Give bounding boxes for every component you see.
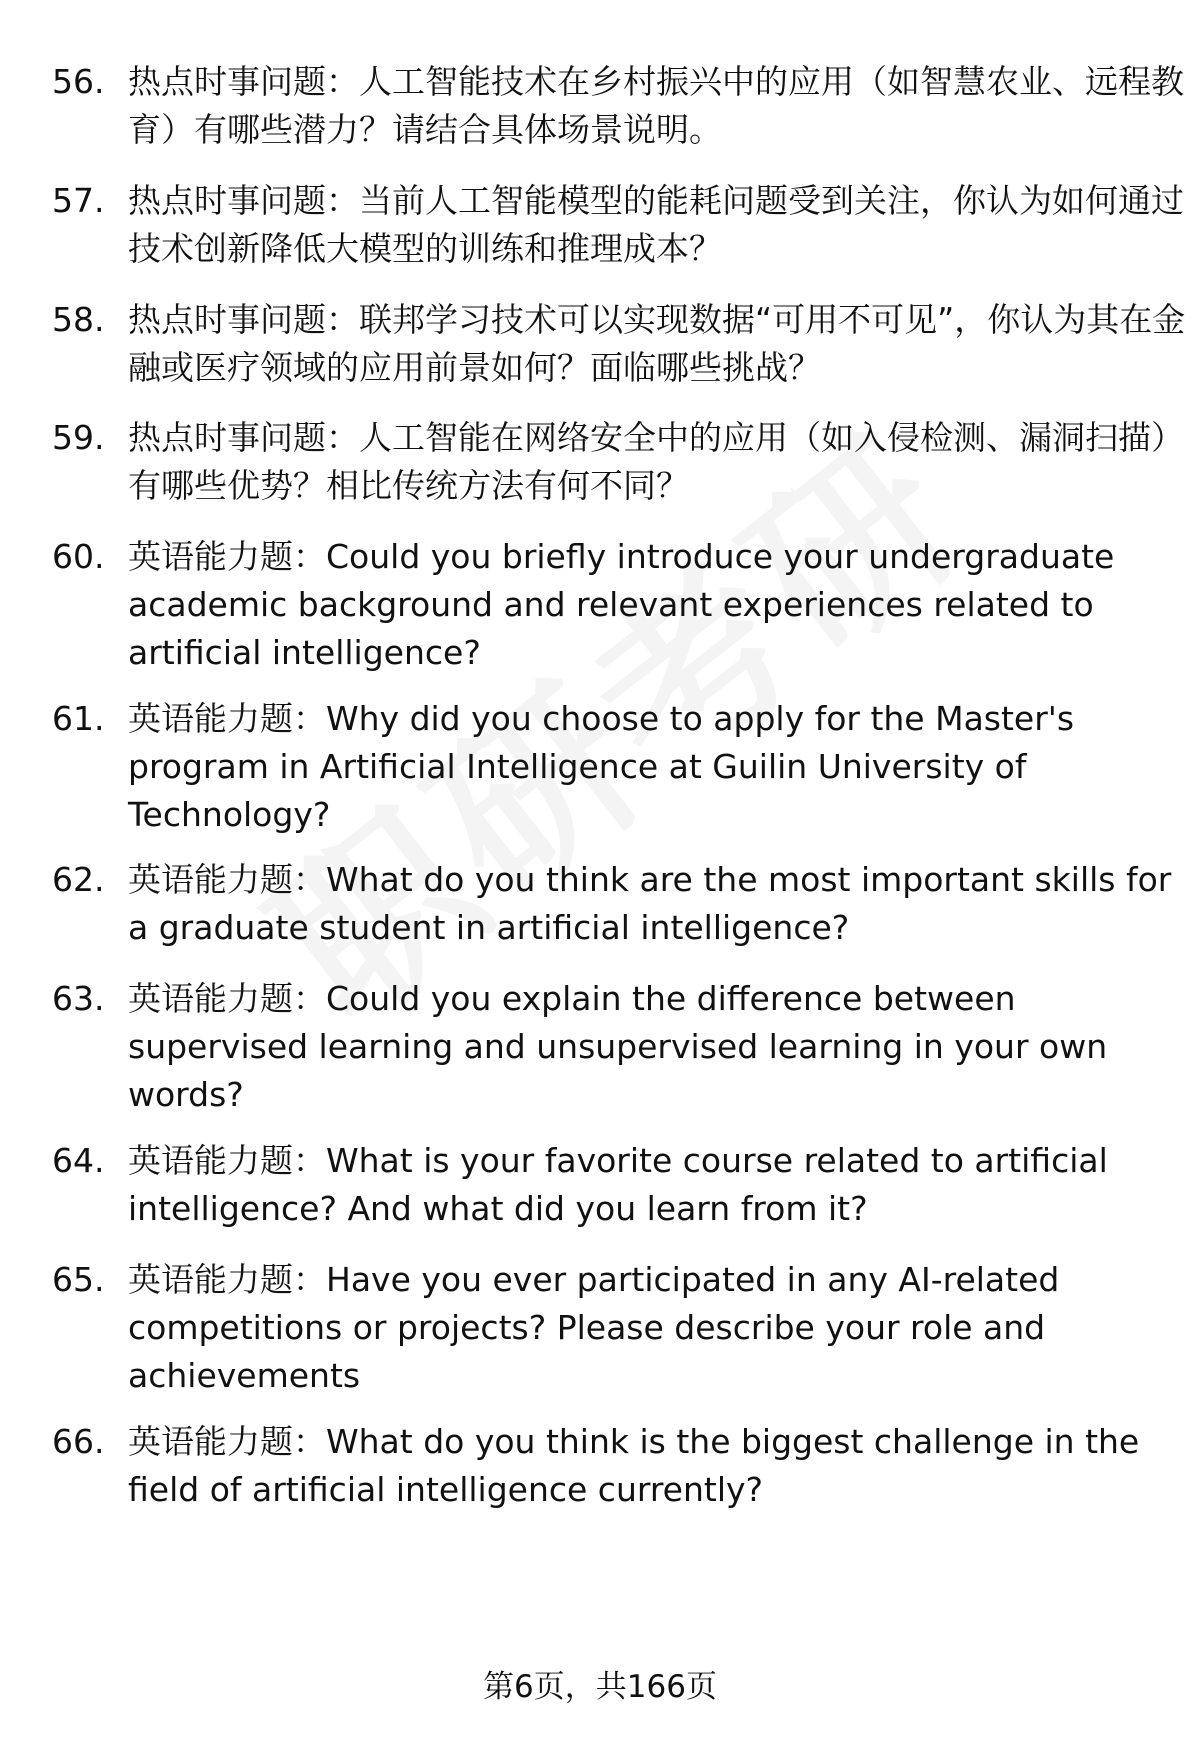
question-body <box>128 177 1200 273</box>
question-body <box>128 856 1200 952</box>
question-number: 62. <box>52 860 105 899</box>
question-category: 热点时事问题： <box>128 62 359 101</box>
question-text: Could you explain the difference between supervised learning and unsupervised learning in your own words? <box>128 979 1108 1114</box>
page-footer <box>0 1665 1200 1709</box>
question-text: 联邦学习技术可以实现数据“可用不可见”，你认为其在金融或医疗领域的应用前景如何？面临哪些挑战？ <box>128 300 1186 387</box>
question-number: 56. <box>52 62 105 101</box>
question-number: 64. <box>52 1141 105 1180</box>
question-number: 61. <box>52 699 105 738</box>
question-text: 当前人工智能模型的能耗问题受到关注，你认为如何通过技术创新降低大模型的训练和推理成本？ <box>128 181 1184 268</box>
question-text: What do you think is the biggest challenge in the field of artificial intelligence currently? <box>128 1422 1140 1509</box>
question-category: 英语能力题： <box>128 860 326 899</box>
question-category: 英语能力题： <box>128 1260 326 1299</box>
question-body <box>128 695 1200 839</box>
question-text: Could you briefly introduce your undergraduate academic background and relevant experiences related to artificial intelligence? <box>128 537 1115 672</box>
question-category: 热点时事问题： <box>128 418 359 457</box>
question-text: Have you ever participated in any AI-related competitions or projects? Please describe your role and achievements <box>128 1260 1060 1395</box>
question-body <box>128 296 1200 392</box>
question-number: 66. <box>52 1422 105 1461</box>
question-number: 63. <box>52 979 105 1018</box>
question-text: What is your favorite course related to artificial intelligence? And what did you learn from it? <box>128 1141 1108 1228</box>
question-text: Why did you choose to apply for the Master's program in Artificial Intelligence at Guilin University of Technology? <box>128 699 1075 834</box>
question-category: 英语能力题： <box>128 979 326 1018</box>
question-number: 58. <box>52 300 105 339</box>
question-body <box>128 533 1200 677</box>
question-text: 人工智能技术在乡村振兴中的应用（如智慧农业、远程教育）有哪些潜力？请结合具体场景说明。 <box>128 62 1184 149</box>
question-number: 57. <box>52 181 105 220</box>
question-category: 热点时事问题： <box>128 300 359 339</box>
question-category: 英语能力题： <box>128 1141 326 1180</box>
question-body <box>128 1256 1200 1400</box>
question-body <box>128 1418 1200 1514</box>
question-body <box>128 975 1200 1119</box>
question-text: What do you think are the most important skills for a graduate student in artificial intelligence? <box>128 860 1172 947</box>
question-category: 英语能力题： <box>128 537 326 576</box>
question-body <box>128 58 1200 154</box>
question-number: 60. <box>52 537 105 576</box>
question-body <box>128 414 1200 510</box>
question-body <box>128 1137 1200 1233</box>
question-text: 人工智能在网络安全中的应用（如入侵检测、漏洞扫描）有哪些优势？相比传统方法有何不同？ <box>128 418 1184 505</box>
page-number-label: 第6页，共166页 <box>483 1669 717 1705</box>
question-number: 59. <box>52 418 105 457</box>
question-category: 热点时事问题： <box>128 181 359 220</box>
question-category: 英语能力题： <box>128 1422 326 1461</box>
question-number: 65. <box>52 1260 105 1299</box>
question-category: 英语能力题： <box>128 699 326 738</box>
